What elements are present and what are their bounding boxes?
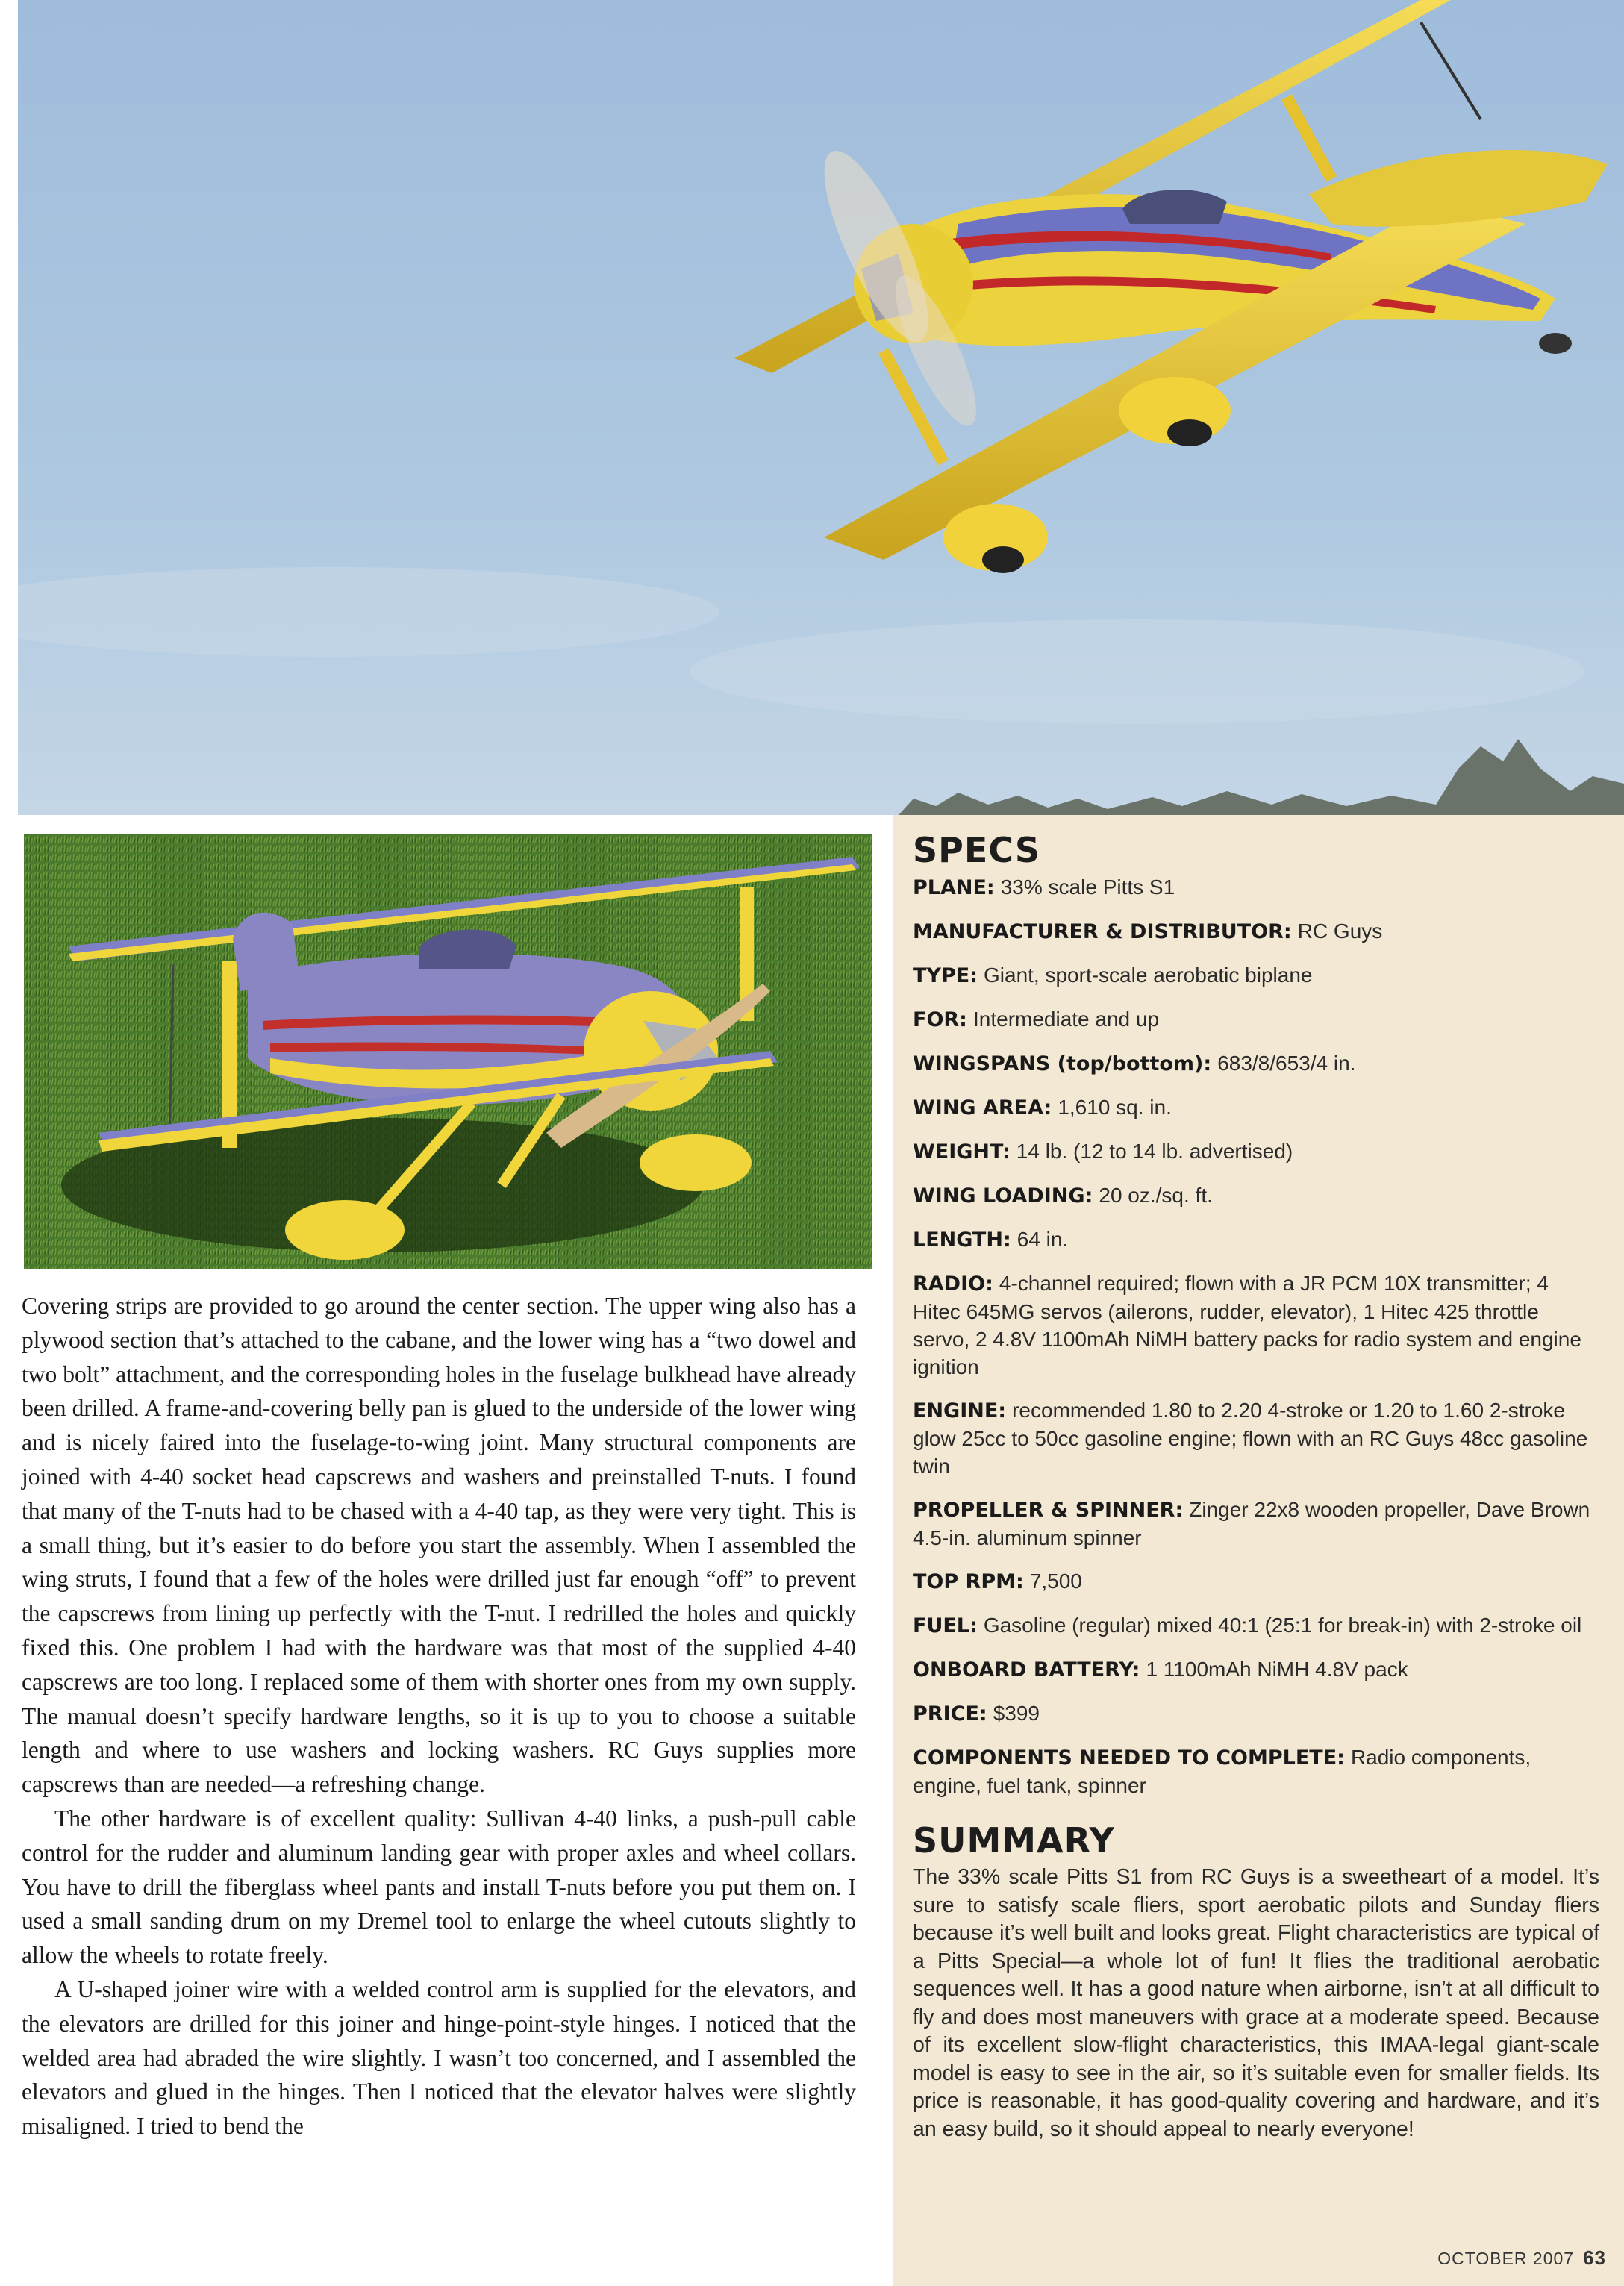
- article-body: [22, 1289, 856, 2143]
- spec-value: $399: [993, 1702, 1040, 1725]
- hero-photo-flying-biplane: [18, 0, 1624, 815]
- spec-label: WEIGHT:: [913, 1140, 1011, 1164]
- spec-item: [913, 1049, 1599, 1078]
- spec-label: MANUFACTURER & DISTRIBUTOR:: [913, 920, 1292, 943]
- spec-label: FOR:: [913, 1008, 967, 1031]
- spec-value: recommended 1.80 to 2.20 4-stroke or 1.20 to 1.60 2-stroke glow 25cc to 50cc gasoline engine; flown with an RC Guys 48cc gasoline twin: [913, 1399, 1588, 1478]
- spec-item: [913, 1005, 1599, 1034]
- spec-item: [913, 1181, 1599, 1210]
- spec-item: [913, 917, 1599, 946]
- spec-item: [913, 1743, 1599, 1799]
- spec-value: 33% scale Pitts S1: [1000, 875, 1175, 899]
- spec-value: Intermediate and up: [972, 1008, 1160, 1031]
- folio: [1437, 2246, 1606, 2270]
- spec-item: [913, 1611, 1599, 1640]
- spec-value: 7,500: [1029, 1570, 1082, 1593]
- spec-item: [913, 1699, 1599, 1728]
- spec-label: COMPONENTS NEEDED TO COMPLETE:: [913, 1746, 1345, 1770]
- spec-value: 1,610 sq. in.: [1058, 1096, 1172, 1119]
- spec-label: WING LOADING:: [913, 1184, 1093, 1208]
- spec-value: 14 lb. (12 to 14 lb. advertised): [1016, 1140, 1293, 1163]
- spec-label: RADIO:: [913, 1272, 993, 1296]
- body-paragraph: Covering strips are provided to go around the center section. The upper wing also has a plywood section that’s attached to the cabane, and the lower wing has a “two dowel and two bolt” attachment, and the corresponding holes in the fuselage bulkhead have already been drilled. A frame-and-covering belly pan is glued to the underside of the lower wing and is nicely faired into the fuselage-to-wing joint. Many structural components are joined with 4-40 socket head capscrews and washers and preinstalled T-nuts. I found that many of the T-nuts had to be chased with a 4-40 tap, as they were very tight. This is a small thing, but it’s easier to do before you start the assembly. When I assembled the wing struts, I found that a few of the holes were drilled just far enough “off” to prevent the capscrews from lining up perfectly with the T-nut. I redrilled the holes and quickly fixed this. One problem I had with the hardware was that most of the supplied 4-40 capscrews are too long. I replaced some of them with shorter ones from my own supply. The manual doesn’t specify hardware lengths, so it is up to you to choose a suitable length and where to use washers and locking washers. RC Guys supplies more capscrews than are needed—a refreshing change.: [22, 1293, 856, 1798]
- spec-item: [913, 1137, 1599, 1166]
- specs-sidebar: [893, 815, 1624, 2286]
- spec-item: [913, 1396, 1599, 1480]
- spec-label: PRICE:: [913, 1702, 987, 1726]
- spec-item: [913, 1225, 1599, 1254]
- spec-value: Gasoline (regular) mixed 40:1 (25:1 for break-in) with 2-stroke oil: [983, 1614, 1582, 1637]
- spec-label: WINGSPANS (top/bottom):: [913, 1052, 1212, 1075]
- spec-value: 20 oz./sq. ft.: [1099, 1184, 1213, 1207]
- spec-label: PROPELLER & SPINNER:: [913, 1499, 1184, 1522]
- spec-item: [913, 1496, 1599, 1552]
- spec-label: FUEL:: [913, 1614, 978, 1637]
- spec-item: [913, 1093, 1599, 1122]
- spec-value: 1 1100mAh NiMH 4.8V pack: [1146, 1658, 1408, 1681]
- spec-value: Zinger 22x8 wooden propeller, Dave Brown 4.5-in. aluminum spinner: [913, 1498, 1590, 1549]
- spec-value: RC Guys: [1297, 919, 1383, 943]
- spec-item: [913, 1270, 1599, 1381]
- summary-heading: SUMMARY: [913, 1820, 1115, 1861]
- spec-label: ENGINE:: [913, 1399, 1007, 1422]
- spec-value: 683/8/653/4 in.: [1217, 1052, 1356, 1075]
- spec-item: [913, 873, 1599, 902]
- ground-photo-biplane-on-grass: [24, 834, 872, 1269]
- body-paragraph: The other hardware is of excellent quality: Sullivan 4-40 links, a push-pull cable control for the rudder and aluminum landing gear with proper axles and wheel collars. You have to drill the fiberglass wheel pants and install T-nuts before you put them on. I used a small sanding drum on my Dremel tool to enlarge the wheel cutouts slightly to allow the wheels to rotate freely.: [22, 1805, 856, 1969]
- spec-item: [913, 961, 1599, 990]
- spec-value: Giant, sport-scale aerobatic biplane: [984, 964, 1313, 987]
- spec-label: WING AREA:: [913, 1096, 1052, 1119]
- spec-label: PLANE:: [913, 876, 995, 899]
- spec-label: TYPE:: [913, 964, 978, 987]
- specs-heading: SPECS: [913, 830, 1041, 870]
- spec-list: [913, 873, 1599, 1799]
- summary-text: The 33% scale Pitts S1 from RC Guys is a sweetheart of a model. It’s sure to satisfy scale fliers, sport aerobatic pilots and Sunday fliers because it’s well built and looks great. Flight characteristics are typical of a Pitts Special—a whole lot of fun! It flies the traditional aerobatic sequences well. It has a good nature when airborne, isn’t at all difficult to fly and does most maneuvers with grace at a moderate speed. Because of its excellent slow-flight characteristics, this IMAA-legal giant-scale model is easy to see in the air, so it’s suitable even for smaller fields. Its price is reasonable, it has good-quality covering and hardware, and it’s an easy build, so it should appeal to nearly everyone!: [913, 1865, 1599, 2141]
- spec-item: [913, 1655, 1599, 1684]
- folio-date: OCTOBER 2007: [1437, 2249, 1575, 2268]
- spec-label: ONBOARD BATTERY:: [913, 1658, 1140, 1681]
- spec-value: 64 in.: [1016, 1228, 1069, 1251]
- spec-label: LENGTH:: [913, 1228, 1011, 1252]
- page-number: 63: [1583, 2246, 1606, 2269]
- spec-value: 4-channel required; flown with a JR PCM 10X transmitter; 4 Hitec 645MG servos (ailerons, rudder, elevator), 1 Hitec 425 throttle servo, 2 4.8V 1100mAh NiMH battery packs for radio system and engine ignition: [913, 1272, 1581, 1378]
- body-paragraph: A U-shaped joiner wire with a welded control arm is supplied for the elevators, and the elevators are drilled for this joiner and hinge-point-style hinges. I noticed that the welded area had abraded the wire slightly. I wasn’t too concerned, and I assembled the elevators and glued in the hinges. Then I noticed that the elevator halves were slightly misaligned. I tried to bend the: [22, 1976, 856, 2140]
- spec-value: Radio components, engine, fuel tank, spinner: [913, 1746, 1531, 1797]
- spec-label: TOP RPM:: [913, 1570, 1024, 1593]
- spec-item: [913, 1567, 1599, 1596]
